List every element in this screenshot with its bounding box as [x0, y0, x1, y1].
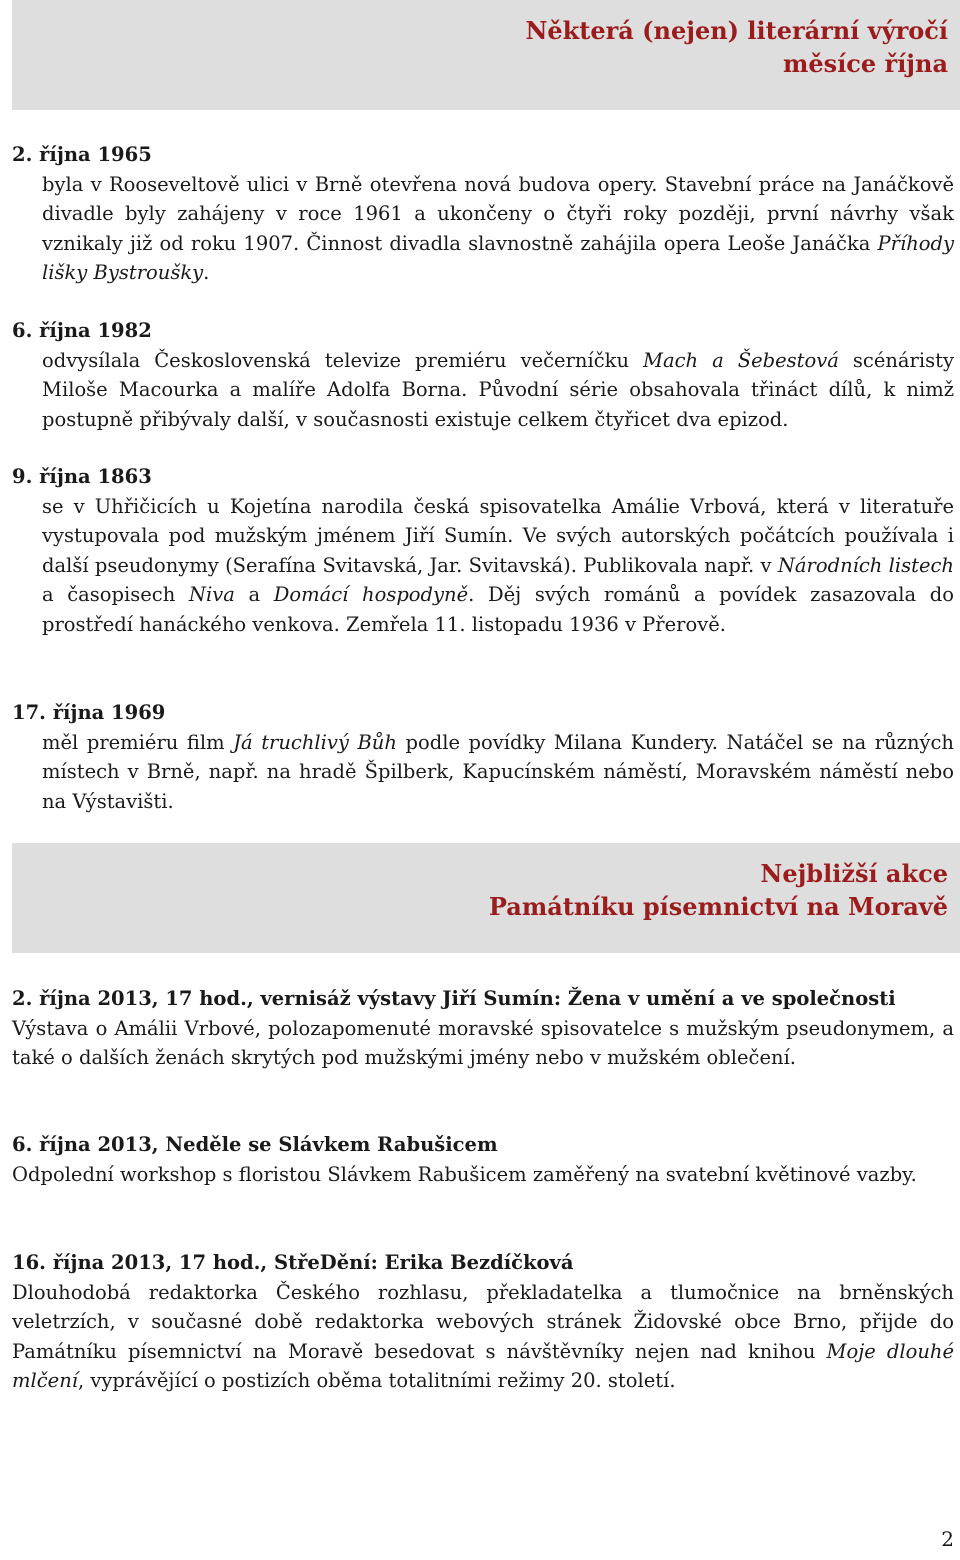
- anniversary-date: 17. října 1969: [12, 701, 166, 724]
- event-text: Výstava o Amálii Vrbové, polozapomenuté moravské spisovatelce s mužským pseudonymem, a také o dalších ženách skrytých pod mužskými jmény nebo v mužském oblečení.: [12, 1016, 954, 1069]
- anniversary-item: [12, 462, 954, 639]
- anniversary-item: [12, 140, 954, 288]
- event-item: [12, 1130, 954, 1189]
- events-title-line2: Památníku písemnictví na Moravě: [488, 892, 948, 921]
- page-title-line2: měsíce října: [783, 49, 948, 78]
- anniversary-text: měl premiéru film Já truchlivý Bůh podle povídky Milana Kundery. Natáčel se na různých místech v Brně, např. na hradě Špilberk, Kapucínském náměstí, Moravském náměstí nebo na Výstavišti.: [42, 730, 954, 813]
- anniversary-date: 6. října 1982: [12, 319, 152, 342]
- anniversary-text: se v Uhřičicích u Kojetína narodila česká spisovatelka Amálie Vrbová, která v literatuře vystupovala pod mužským jménem Jiří Sumín. Ve svých autorských počátcích používala i další pseudonymy (Serafína Svitavská, Jar. Svitavská). Publikovala např. v Národních listech a časopisech Niva a Domácí hospodyně. Děj svých románů a povídek zasazovala do prostředí hanáckého venkova. Zemřela 11. listopadu 1936 v Přerově.: [42, 494, 954, 636]
- event-text: Odpolední workshop s floristou Slávkem Rabušicem zaměřený na svatební květinové vazby.: [12, 1162, 917, 1186]
- events-band: [12, 843, 960, 953]
- event-item: [12, 984, 954, 1073]
- event-heading: 16. října 2013, 17 hod., StřeDění: Erika Bezdíčková: [12, 1251, 574, 1274]
- anniversary-date: 9. října 1863: [12, 465, 152, 488]
- event-heading: 6. října 2013, Neděle se Slávkem Rabušicem: [12, 1133, 498, 1156]
- event-item: [12, 1248, 954, 1396]
- anniversary-text: byla v Rooseveltově ulici v Brně otevřena nová budova opery. Stavební práce na Janáčkově divadle byly zahájeny v roce 1961 a ukončeny o čtyři roky později, první návrhy však vznikaly již od roku 1907. Činnost divadla slavnostně zahájila opera Leoše Janáčka Příhody lišky Bystroušky.: [42, 172, 954, 284]
- page-title-line1: Některá (nejen) literární výročí: [525, 16, 948, 45]
- anniversary-text: odvysílala Československá televize premiéru večerníčku Mach a Šebestová scénáristy Miloše Macourka a malíře Adolfa Borna. Původní série obsahovala třináct dílů, k nimž postupně přibývaly další, v současnosti existuje celkem čtyřicet dva epizod.: [42, 348, 954, 431]
- events-title-line1: Nejbližší akce: [760, 859, 948, 888]
- event-heading: 2. října 2013, 17 hod., vernisáž výstavy Jiří Sumín: Žena v umění a ve společnosti: [12, 987, 896, 1010]
- title-band: [12, 0, 960, 110]
- page-number: 2: [941, 1526, 954, 1551]
- anniversary-item: [12, 698, 954, 816]
- anniversary-item: [12, 316, 954, 434]
- anniversary-date: 2. října 1965: [12, 143, 152, 166]
- event-text: Dlouhodobá redaktorka Českého rozhlasu, překladatelka a tlumočnice na brněnských veletrzích, v současné době redaktorka webových stránek Židovské obce Brno, přijde do Památníku písemnictví na Moravě besedovat s návštěvníky nejen nad knihou Moje dlouhé mlčení, vyprávějící o postizích oběma totalitními režimy 20. století.: [12, 1280, 954, 1392]
